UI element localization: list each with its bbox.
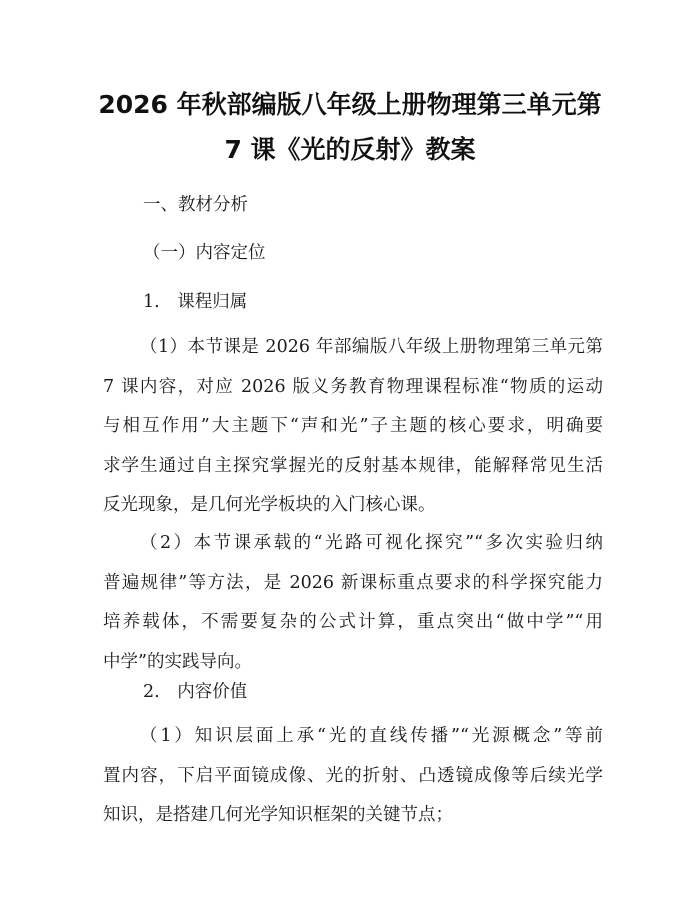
paragraph-course-attribution-2 (103, 524, 603, 682)
paragraph-line: 反光现象，是几何光学板块的入门核心课。 (103, 495, 436, 515)
paragraph-content-value-1 (103, 717, 603, 836)
document-title-line-2: 7 课《光的反射》教案 (224, 135, 476, 164)
paragraph-course-attribution-1 (103, 328, 603, 526)
paragraph-line: 与相互作用”大主题下“声和光”子主题的核心要求，明确要 (103, 416, 603, 436)
paragraph-line: （1）本节课是 2026 年部编版八年级上册物理第三单元第 (140, 337, 603, 357)
subsection-heading-content-positioning: （一）内容定位 (143, 243, 266, 263)
paragraph-line: 中学”的实践导向。 (103, 651, 252, 672)
paragraph-line: 培养载体，不需要复杂的公式计算，重点突出“做中学”“用 (103, 612, 603, 632)
item-heading-course-attribution: 1. 课程归属 (143, 292, 248, 312)
paragraph-line: （2）本节课承载的“光路可视化探究”“多次实验归纳 (140, 533, 603, 553)
paragraph-line: 置内容，下启平面镜成像、光的折射、凸透镜成像等后续光学 (103, 765, 603, 786)
paragraph-line: 知识，是搭建几何光学知识框架的关键节点； (103, 805, 453, 825)
paragraph-line: 普遍规律”等方法，是 2026 新课标重点要求的科学探究能力 (103, 572, 603, 593)
paragraph-line: 7 课内容，对应 2026 版义务教育物理课程标准“物质的运动 (103, 376, 603, 397)
paragraph-line: 求学生通过自主探究掌握光的反射基本规律，能解释常见生活 (103, 455, 603, 476)
document-title-line-1: 2026 年秋部编版八年级上册物理第三单元第 (98, 90, 602, 119)
paragraph-line: （1）知识层面上承“光的直线传播”“光源概念”等前 (140, 726, 603, 746)
item-heading-content-value: 2. 内容价值 (143, 682, 248, 702)
section-heading-textbook-analysis: 一、教材分析 (143, 195, 248, 215)
